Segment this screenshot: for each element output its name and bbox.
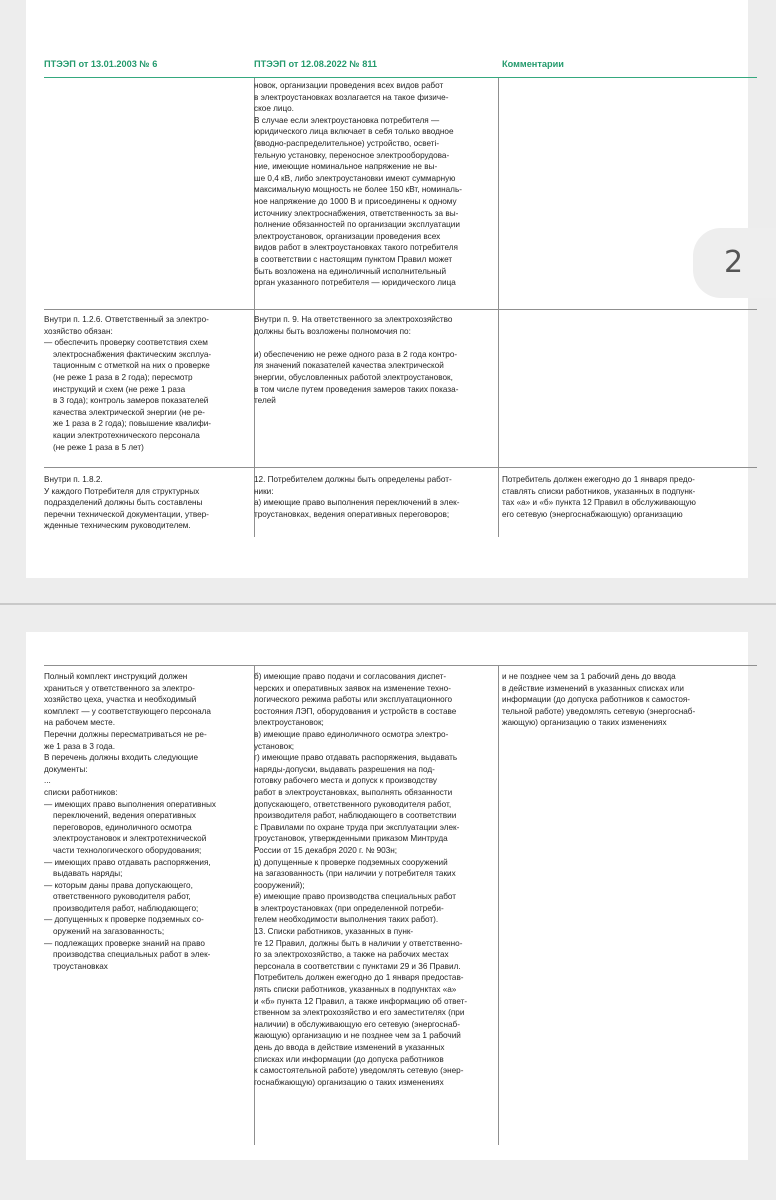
document-page-2 — [26, 632, 748, 1160]
row2-old-rules-text: Внутри п. 1.2.6. Ответственный за электро- хозяйство обязан: — обеспечить проверку соответствия схем электроснабжения фактическим эксплуа- тационным с отметкой на них о проверке (не реже 1 раза в 2 года); пересмотр инструкций и схем (не реже 1 раза в 3 года); контроль замеров показателей качества электрической энергии (не ре- же 1 раза в 2 года); повышение квалифи- кации электротехнического персонала (не реже 1 раза в 5 лет) — [44, 315, 212, 452]
row3-comment-text: Потребитель должен ежегодно до 1 января предо- ставлять списки работников, указанных в подпунк- тах «а» и «б» пункта 12 Правил в обслуживающую его сетевую (энергоснабжающую) организацию — [502, 475, 696, 519]
page-number: 2 — [724, 245, 744, 280]
row1-new-rules-text: новок, организации проведения всех видов работ в электроустановках возлагается на такое физиче- ское лицо. В случае если электроустановка потребителя — юридического лица включает в себя только вводное (вводно-распределительное) устройство, осветі- тельную установку, переносное электрооборудова- ние, имеющие номинальное напряжение не вы- ше 0,4 кВ, либо электроустановки имеют суммарную максимальную мощность не более 150 кВт, номиналь- ное напряжение до 1000 В и присоединены к одному источнику электроснабжения, ответственность за вы- полнение обязанностей по организации эксплуатации электроустановок, организации проведения всех видов работ в электроустановках такого потребителя в соответствии с настоящим пунктом Правил может быть возложена на единоличный исполнительный орган указанного потребителя — юридического лица — [254, 81, 462, 288]
page-separator — [0, 603, 776, 605]
table-header — [44, 58, 757, 78]
p2-comment-text: и не позднее чем за 1 рабочий день до ввода в действие изменений в указанных списках или информации (до допуска работников к самостоя- тельной работе) уведомлять сетевую (энергоснаб- жающую) организацию о таких изменениях — [502, 672, 696, 728]
row3-new-rules-text: 12. Потребителем должны быть определены работ- ники: а) имеющие право выполнения переключений в элек- троустановках, ведения оперативных переговоров; — [254, 475, 460, 519]
row2-new-rules-text: Внутри п. 9. На ответственного за электрохозяйство должны быть возложены полномочия по: и) обеспечению не реже одного раза в 2 года контро- ля значений показателей качества электрической энергии, обусловленных работой электроустановок, в том числе путем проведения замеров таких показа- телей — [254, 315, 459, 406]
p2-old-rules-text: Полный комплект инструкций должен храниться у ответственного за электро- хозяйство цеха, участка и необходимый комплект — у соответствующего персонала на рабочем месте. Перечни должны пересматриваться не ре- же 1 раза в 3 года. В перечень должны входить следующие документы: ... списки работников: — имеющих право выполнения оперативных переключений, ведения оперативных переговоров, единоличного осмотра электроустановок и электротехнической части технологического оборудования; — имеющих право отдавать распоряжения, выдавать наряды; — которым даны права допускающего, ответственного руководителя работ, производителя работ, наблюдающего; — допущенных к проверке подземных со- оружений на загазованность; — подлежащих проверке знаний на право производства специальных работ в элек- троустановках — [44, 672, 217, 971]
row-divider — [44, 467, 757, 468]
header-col-new-rules: ПТЭЭП от 12.08.2022 № 811 — [254, 59, 378, 69]
page-number-tab[interactable] — [693, 228, 776, 298]
row-divider — [44, 665, 757, 666]
row3-old-rules-text: Внутри п. 1.8.2. У каждого Потребителя для структурных подразделений должны быть составлены перечни технической документации, утвер- жденные техническим руководителем. — [44, 475, 209, 531]
header-col-comments: Комментарии — [502, 59, 564, 69]
document-page-1 — [26, 0, 748, 578]
row-divider — [44, 309, 757, 310]
p2-new-rules-text: б) имеющие право подачи и согласования диспет- черских и оперативных заявок на изменение техно- логического режима работы или эксплуатационного состояния ЛЭП, оборудования и устройств в составе электроустановок; в) имеющие право единоличного осмотра электро- установок; г) имеющие право отдавать распоряжения, выдавать наряды-допуски, выдавать разрешения на под- готовку рабочего места и допуск к производству работ в электроустановках, выполнять обязанности допускающего, ответственного руководителя работ, производителя работ, наблюдающего в соответствии с Правилами по охране труда при эксплуатации элек- троустановок, утвержденными приказом Минтруда России от 15 декабря 2020 г. № 903н; д) допущенные к проверке подземных сооружений на загазованность (при наличии у потребителя таких сооружений); е) имеющие право производства специальных работ в электроустановках (при определенной потреби- телем необходимости выполнения таких работ). 13. Списки работников, указанных в пунк- те 12 Правил, должны быть в наличии у ответственно- го за электрохозяйство, а также на рабочих местах персонала в соответствии с пунктами 29 и 36 Правил. Потребитель должен ежегодно до 1 января предостав- лять списки работников, указанных в подпунктах «а» и «б» пункта 12 Правил, а также информацию об ответ- ственном за электрохозяйство и его заместителях (при наличии) в обслуживающую его сетевую (энергоснаб- жающую) организацию и не позднее чем за 1 рабочий день до ввода в действие изменений в указанных списках или информации (до допуска работников к самостоятельной работе) уведомлять сетевую (энер- госнабжающую) организацию о таких изменениях — [254, 672, 468, 1087]
header-col-old-rules: ПТЭЭП от 13.01.2003 № 6 — [44, 59, 158, 69]
